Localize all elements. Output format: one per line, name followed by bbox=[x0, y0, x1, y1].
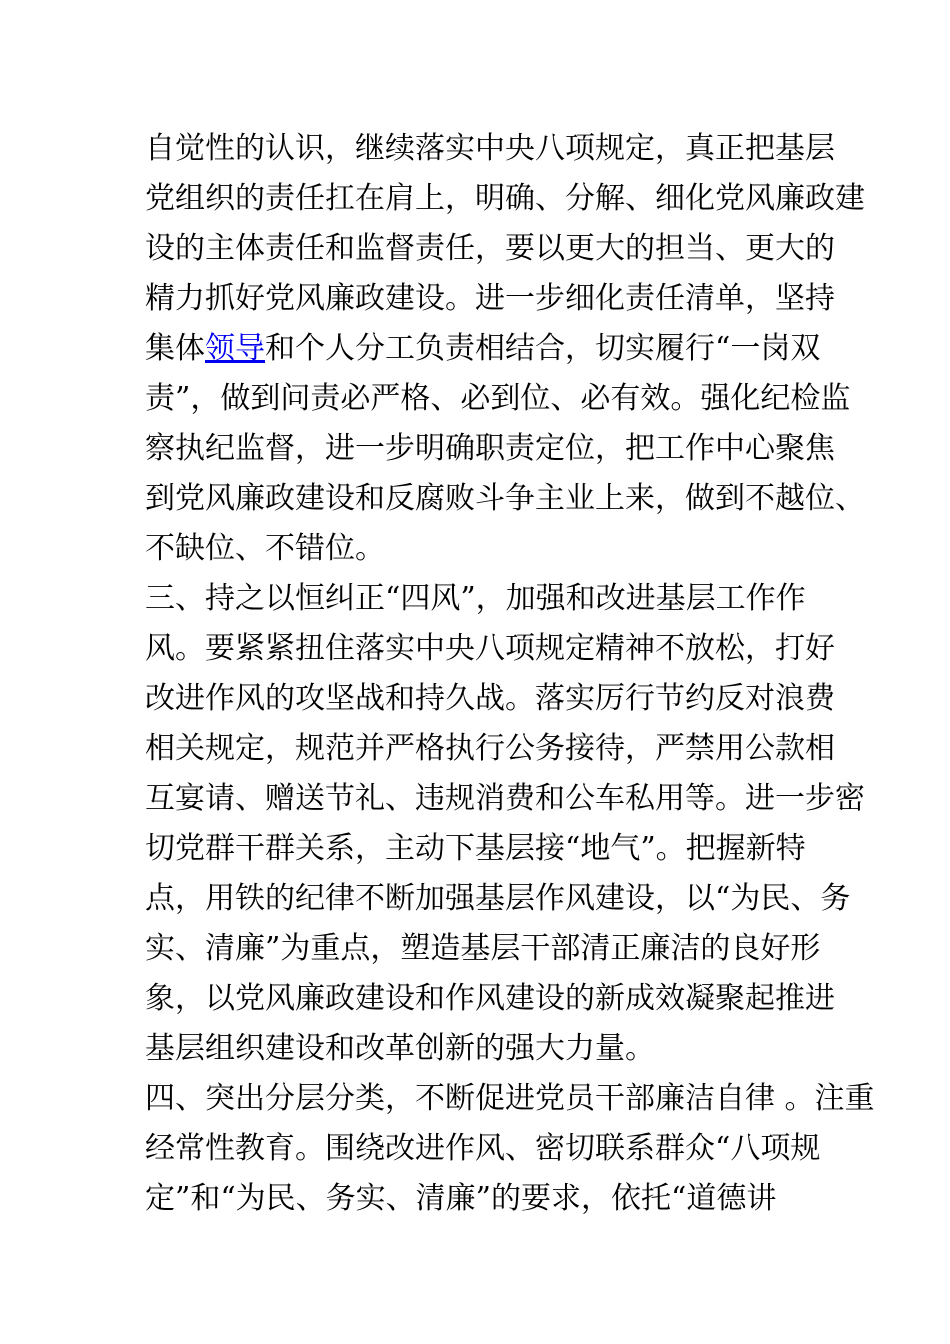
text-line: 切党群干群关系，主动下基层接“地气”。把握新特 bbox=[145, 831, 806, 866]
text-line: 定”和“为民、务实、清廉”的要求，依托“道德讲 bbox=[145, 1181, 777, 1216]
text-line: 责”，做到问责必严格、必到位、必有效。强化纪检监 bbox=[145, 381, 851, 416]
text-line: 自觉性的认识，继续落实中央八项规定，真正把基层 bbox=[145, 131, 835, 166]
text-line-with-link bbox=[145, 324, 825, 374]
text-line: 到党风廉政建设和反腐败斗争主业上来，做到不越位、 bbox=[145, 481, 865, 516]
text-line: 改进作风的攻坚战和持久战。落实厉行节约反对浪费 bbox=[145, 681, 835, 716]
text-line: 党组织的责任扛在肩上，明确、分解、细化党风廉政建 bbox=[145, 181, 865, 216]
text-segment: 集体 bbox=[145, 331, 205, 366]
text-line: 基层组织建设和改革创新的强大力量。 bbox=[145, 1031, 655, 1066]
document-body bbox=[145, 124, 875, 1224]
section-three-heading-line: 三、持之以恒纠正“四风”，加强和改进基层工作作 bbox=[145, 581, 806, 616]
text-line: 风。要紧紧扭住落实中央八项规定精神不放松，打好 bbox=[145, 631, 835, 666]
text-line: 不缺位、不错位。 bbox=[145, 531, 385, 566]
text-line: 经常性教育。围绕改进作风、密切联系群众“八项规 bbox=[145, 1131, 821, 1166]
text-line: 象，以党风廉政建设和作风建设的新成效凝聚起推进 bbox=[145, 981, 835, 1016]
text-line: 精力抓好党风廉政建设。进一步细化责任清单，坚持 bbox=[145, 281, 835, 316]
text-line: 点，用铁的纪律不断加强基层作风建设，以“为民、务 bbox=[145, 881, 851, 916]
text-line: 互宴请、赠送节礼、违规消费和公车私用等。进一步密 bbox=[145, 781, 865, 816]
leadership-link[interactable]: 领导 bbox=[205, 331, 265, 366]
text-segment: 和个人分工负责相结合，切实履行“一岗双 bbox=[265, 331, 821, 366]
text-line: 设的主体责任和监督责任，要以更大的担当、更大的 bbox=[145, 231, 835, 266]
text-line: 相关规定，规范并严格执行公务接待，严禁用公款相 bbox=[145, 731, 835, 766]
text-line: 实、清廉”为重点，塑造基层干部清正廉洁的良好形 bbox=[145, 931, 821, 966]
section-four-heading-line: 四、突出分层分类，不断促进党员干部廉洁自律 。注重 bbox=[145, 1081, 875, 1116]
text-line: 察执纪监督，进一步明确职责定位，把工作中心聚焦 bbox=[145, 431, 835, 466]
